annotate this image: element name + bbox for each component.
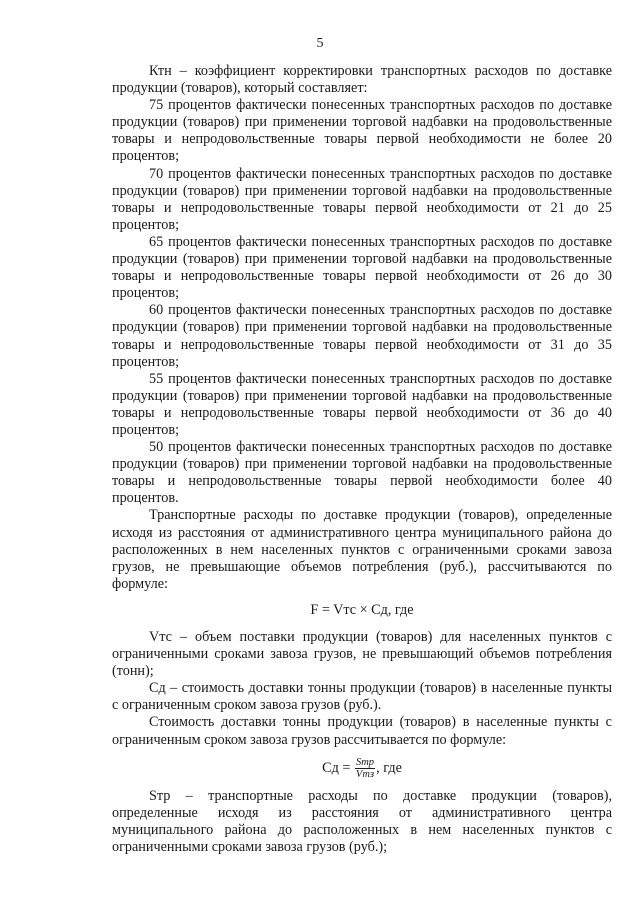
paragraph-65-percent: 65 процентов фактически понесенных транспортных расходов по доставке продукции (товаров) при применении торговой надбавки на продовольственные товары и непродовольственные товары первой необходимости от 26 до 30 процентов; <box>112 233 612 302</box>
formula-cd <box>112 757 612 780</box>
formula-cd-fraction <box>355 757 375 780</box>
paragraph-55-percent: 55 процентов фактически понесенных транспортных расходов по доставке продукции (товаров) при применении торговой надбавки на продовольственные товары и непродовольственные товары первой необходимости от 36 до 40 процентов; <box>112 370 612 438</box>
document-body <box>112 63 612 856</box>
paragraph-transport-costs: Транспортные расходы по доставке продукции (товаров), определенные исходя из расстояния от административного центра муниципального района до расположенных в нем населенных пунктов с ограниченными сроками завоза грузов, не превышающие объемов потребления (руб.), рассчитываются по формуле: <box>112 507 612 592</box>
paragraph-cd-definition: Сд – стоимость доставки тонны продукции (товаров) в населенные пункты с ограниченным сроком завоза грузов (руб.). <box>112 680 612 714</box>
formula-cd-denominator: Vтз <box>355 768 375 780</box>
paragraph-vtc-definition: Vтс – объем поставки продукции (товаров) для населенных пунктов с ограниченными сроками завоза грузов, не превышающий объемов потребления (тонн); <box>112 629 612 680</box>
paragraph-60-percent: 60 процентов фактически понесенных транспортных расходов по доставке продукции (товаров) при применении торговой надбавки на продовольственные товары и непродовольственные товары первой необходимости от 31 до 35 процентов; <box>112 302 612 370</box>
paragraph-delivery-cost: Стоимость доставки тонны продукции (товаров) в населенные пункты с ограниченным сроком завоза грузов рассчитывается по формуле: <box>112 714 612 748</box>
page-number: 5 <box>316 36 324 51</box>
paragraph-75-percent: 75 процентов фактически понесенных транспортных расходов по доставке продукции (товаров) при применении торговой надбавки на продовольственные товары и непродовольственные товары первой необходимости не более 20 процентов; <box>112 97 612 165</box>
paragraph-50-percent: 50 процентов фактически понесенных транспортных расходов по доставке продукции (товаров) при применении торговой надбавки на продовольственные товары и непродовольственные товары первой необходимости более 40 процентов. <box>112 439 612 507</box>
paragraph-70-percent: 70 процентов фактически понесенных транспортных расходов по доставке продукции (товаров) при применении торговой надбавки на продовольственные товары и непродовольственные товары первой необходимости от 21 до 25 процентов; <box>112 165 612 233</box>
formula-cd-tail: , где <box>376 759 402 776</box>
formula-cd-numerator: Sтр <box>355 756 375 768</box>
paragraph-str-definition: Sтр – транспортные расходы по доставке продукции (товаров), определенные исходя из расстояния от административного центра муниципального района до расположенных в нем населенных пунктов с ограниченными сроками завоза грузов (руб.); <box>112 787 612 855</box>
formula-cd-lhs: Сд = <box>322 759 351 776</box>
paragraph-coefficient-definition: Ктн – коэффициент корректировки транспортных расходов по доставке продукции (товаров), который составляет: <box>112 63 612 97</box>
formula-f: F = Vтс × Сд, где <box>310 601 414 618</box>
